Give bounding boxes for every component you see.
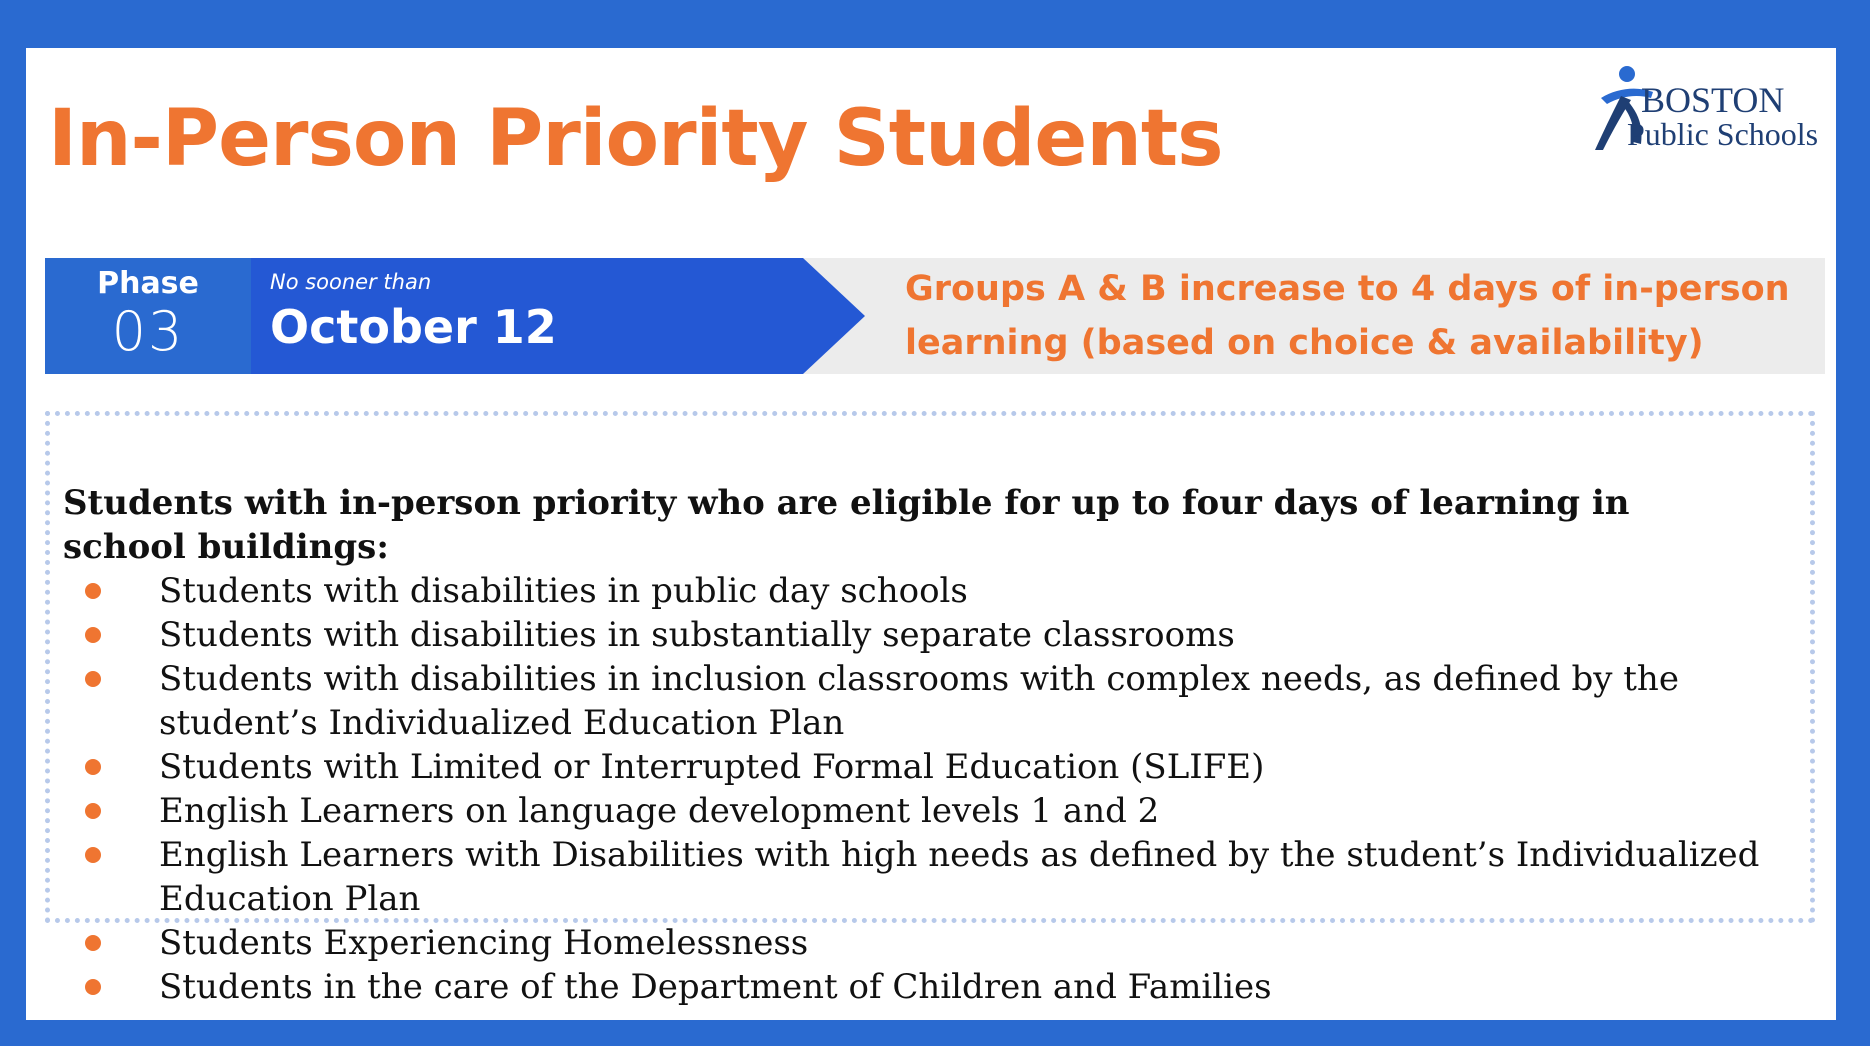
phase-label: Phase	[97, 266, 199, 301]
phase-box	[45, 258, 251, 374]
list-item-text: English Learners with Disabilities with high needs as defined by the student’s Individualized Education Plan	[159, 835, 1760, 919]
list-item	[63, 965, 1793, 1009]
phase-number: 03	[111, 300, 185, 363]
list-item-text: Students Experiencing Homelessness	[159, 923, 809, 963]
list-item	[63, 569, 1793, 613]
bullet-icon	[85, 759, 101, 775]
list-item-text: Students with disabilities in substantially separate classrooms	[159, 615, 1235, 655]
priority-list	[63, 569, 1793, 1009]
page-title: In-Person Priority Students	[48, 94, 1223, 184]
list-item-text: Students with disabilities in public day schools	[159, 571, 968, 611]
bullet-icon	[85, 979, 101, 995]
bullet-icon	[85, 583, 101, 599]
phase-date: October 12	[270, 300, 557, 354]
list-item-text: Students with disabilities in inclusion classrooms with complex needs, as defined by the student’s Individualized Education Plan	[159, 659, 1679, 743]
slide	[26, 48, 1836, 1020]
bullet-icon	[85, 935, 101, 951]
list-item-text: Students with Limited or Interrupted Formal Education (SLIFE)	[159, 747, 1265, 787]
phase-description: Groups A & B increase to 4 days of in-person learning (based on choice & availability)	[905, 269, 1790, 363]
boston-public-schools-logo	[1591, 58, 1821, 168]
logo-public-schools-text: Public Schools	[1627, 116, 1819, 152]
list-item-text: English Learners on language development levels 1 and 2	[159, 791, 1160, 831]
list-item	[63, 789, 1793, 833]
phase-banner	[45, 258, 1825, 374]
bullet-icon	[85, 671, 101, 687]
date-prefix: No sooner than	[270, 270, 432, 294]
logo-boston-text: BOSTON	[1641, 80, 1785, 120]
list-item	[63, 833, 1793, 921]
intro-text: Students with in-person priority who are eligible for up to four days of learning in school buildings:	[63, 483, 1630, 567]
list-item	[63, 657, 1793, 745]
list-item	[63, 921, 1793, 965]
list-item-text: Students in the care of the Department of Children and Families	[159, 967, 1272, 1007]
bullet-icon	[85, 627, 101, 643]
list-item	[63, 745, 1793, 789]
list-item	[63, 613, 1793, 657]
bullet-icon	[85, 847, 101, 863]
bullet-icon	[85, 803, 101, 819]
